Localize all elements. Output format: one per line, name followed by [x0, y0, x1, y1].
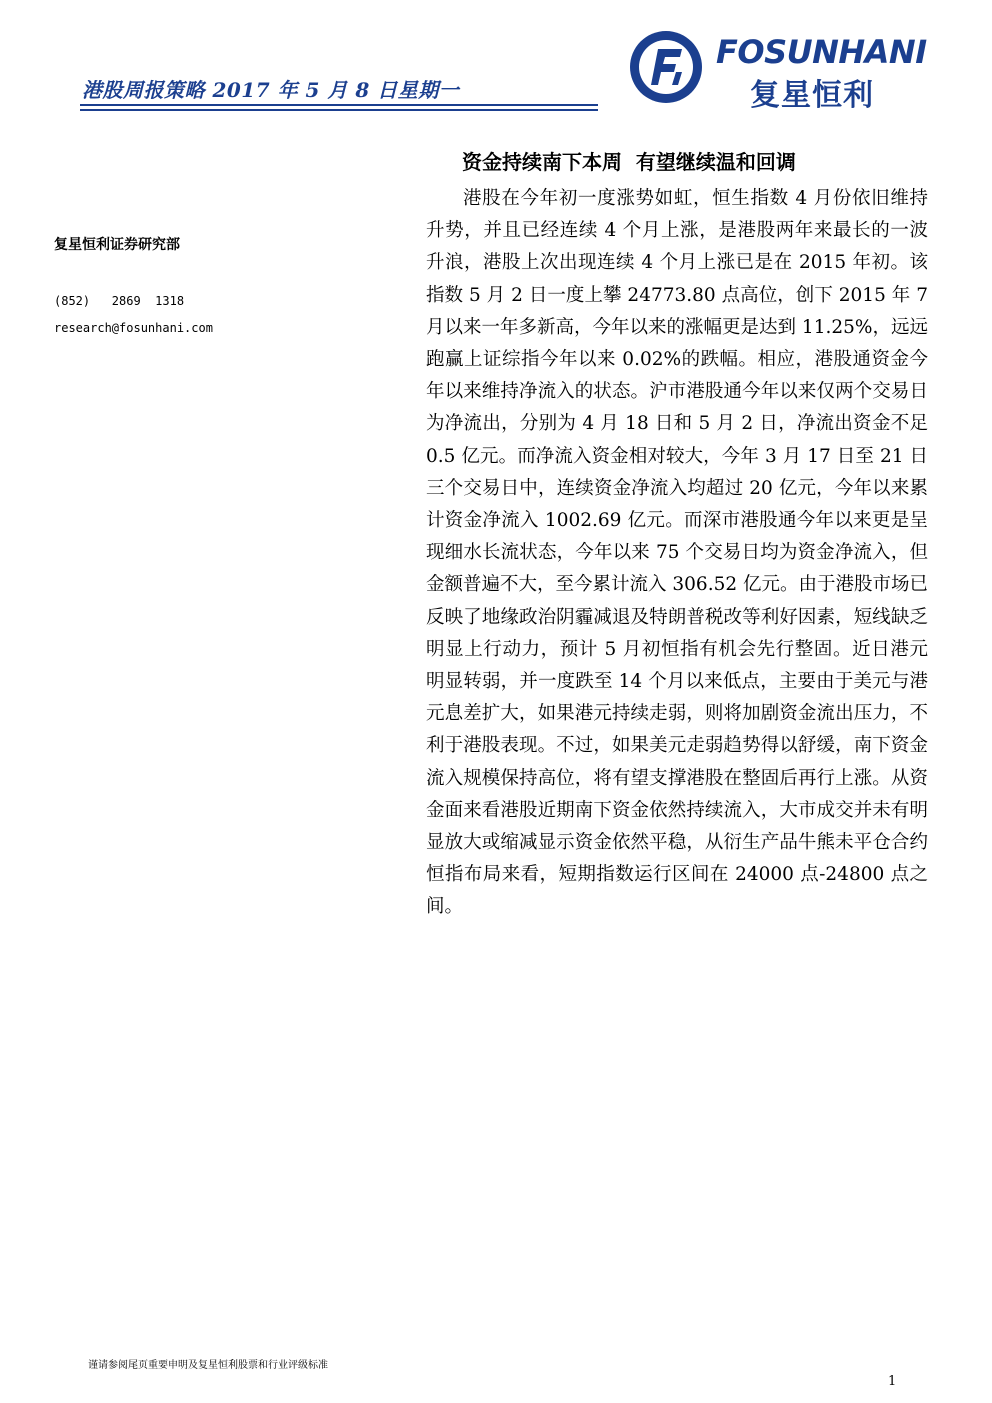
- header-rule: [80, 104, 598, 106]
- article-title: 资金持续南下本周 有望继续温和回调: [462, 150, 796, 174]
- logo-name-cn: 复星恒利: [750, 78, 874, 113]
- contact-sidebar: [54, 234, 354, 342]
- page-number: 1: [888, 1374, 897, 1389]
- contact-phone: (852) 2869 1318: [54, 294, 185, 308]
- department-name: 复星恒利证券研究部: [54, 237, 180, 253]
- report-header-title: 港股周报策略 2017 年 5 月 8 日星期一: [82, 78, 460, 102]
- company-logo: [626, 27, 936, 113]
- logo-name-en: FOSUNHANI: [716, 33, 927, 71]
- footer-disclaimer: 谨请参阅尾页重要申明及复星恒利股票和行业评级标准: [88, 1360, 328, 1371]
- header-rule-secondary: [80, 109, 598, 111]
- contact-email[interactable]: research@fosunhani.com: [54, 321, 213, 335]
- article-body: 港股在今年初一度涨势如虹，恒生指数 4 月份依旧维持升势，并且已经连续 4 个月上涨，是港股两年来最长的一波升浪，港股上次出现连续 4 个月上涨已是在 2015 年初。该指数 5 月 2 日一度上攀 24773.80 点高位，创下 2015 年 7 月以来一年多新高，今年以来的涨幅更是达到 11.25%，远远跑赢上证综指今年以来 0.02%的跌幅。相应，港股通资金今年以来维持净流入的状态。沪市港股通今年以来仅两个交易日为净流出，分别为 4 月 18 日和 5 月 2 日，净流出资金不足 0.5 亿元。而净流入资金相对较大，今年 3 月 17 日至 21 日三个交易日中，连续资金净流入均超过 20 亿元，今年以来累计资金净流入 1002.69 亿元。而深市港股通今年以来更是呈现细水长流状态，今年以来 75 个交易日均为资金净流入，但金额普遍不大，至今累计流入 306.52 亿元。由于港股市场已反映了地缘政治阴霾减退及特朗普税改等利好因素，短线缺乏明显上行动力，预计 5 月初恒指有机会先行整固。近日港元明显转弱，并一度跌至 14 个月以来低点，主要由于美元与港元息差扩大，如果港元持续走弱，则将加剧资金流出压力，不利于港股表现。不过，如果美元走弱趋势得以舒缓，南下资金流入规模保持高位，将有望支撑港股在整固后再行上涨。从资金面来看港股近期南下资金依然持续流入，大市成交并未有明显放大或缩减显示资金依然平稳，从衍生产品牛熊未平仓合约恒指布局来看，短期指数运行区间在 24000 点-24800 点之间。: [426, 188, 928, 918]
- fosun-emblem-icon: [626, 27, 706, 107]
